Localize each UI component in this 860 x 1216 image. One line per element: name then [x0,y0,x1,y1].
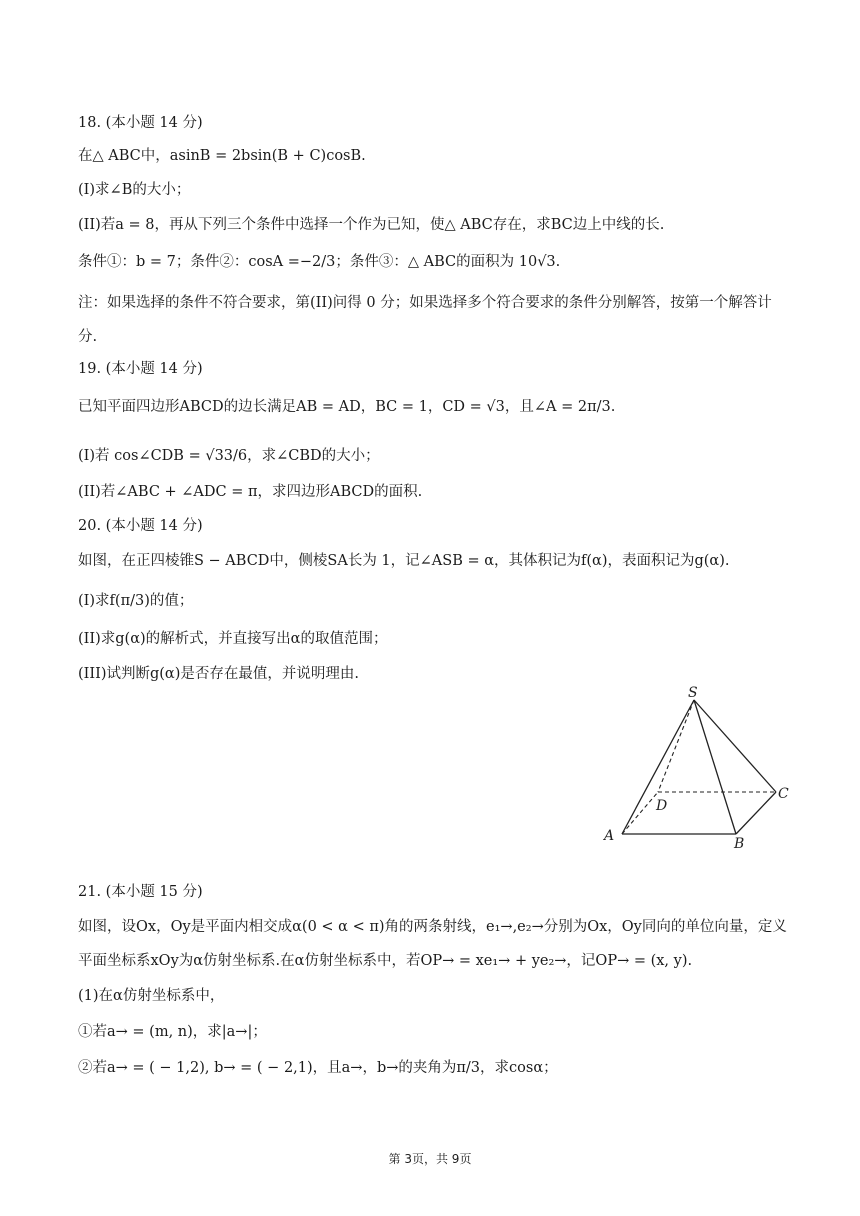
label-A: A [604,828,615,844]
problem-21-item-2: ②若a→ = ( − 1,2), b→ = ( − 2,1)，且a→，b→的夹角为π/3，求cosα； [78,1060,558,1076]
page-footer: 第 3页，共 9页 [388,1152,472,1166]
problem-21-part-1: (1)在α仿射坐标系中， [78,988,225,1004]
problem-20-heading: 20. (本小题 14 分) [78,518,203,534]
label-C: C [778,786,789,802]
label-S: S [688,686,698,701]
problem-20-part-3: (III)试判断g(α)是否存在最值，并说明理由. [78,666,359,682]
problem-18-part-2: (II)若a = 8，再从下列三个条件中选择一个作为已知，使△ ABC存在，求BC边上中线的长. [78,217,665,233]
problem-18-part-1: (I)求∠B的大小； [78,182,191,198]
problem-18-statement: 在△ ABC中，asinB = 2bsin(B + C)cosB. [78,148,366,164]
edge-AD [622,792,658,834]
problem-20-statement: 如图，在正四棱锥S − ABCD中，侧棱SA长为 1，记∠ASB = α，其体积记为f(α)，表面积记为g(α). [78,553,730,569]
problem-19-statement: 已知平面四边形ABCD的边长满足AB = AD，BC = 1，CD = √3，且∠A = 2π/3. [78,399,616,415]
problem-19-heading: 19. (本小题 14 分) [78,361,203,377]
edge-SB [694,700,736,834]
problem-20-part-1: (I)求f(π/3)的值； [78,593,194,609]
edge-BC [736,792,776,834]
edge-SC [694,700,776,792]
problem-20-part-2: (II)求g(α)的解析式，并直接写出α的取值范围； [78,631,388,647]
problem-21-heading: 21. (本小题 15 分) [78,884,203,900]
problem-19-part-1: (I)若 cos∠CDB = √33/6，求∠CBD的大小； [78,448,380,464]
problem-18-note: 注：如果选择的条件不符合要求，第(II)问得 0 分；如果选择多个符合要求的条件分别解答，按第一个解答计分. [78,295,772,345]
problem-21-item-1: ①若a→ = (m, n)，求|a→|； [78,1024,267,1040]
problem-18-conditions: 条件①：b = 7；条件②：cosA =−2/3；条件③：△ ABC的面积为 10√3. [78,254,561,270]
edge-SD [658,700,694,792]
problem-21-statement: 如图，设Ox，Oy是平面内相交成α(0 < α < π)角的两条射线，e₁→,e₂→分别为Ox，Oy同向的单位向量，定义平面坐标系xOy为α仿射坐标系.在α仿射坐标系中，若OP→ = xe₁→ + ye₂→，记OP→ = (x, y). [78,919,787,969]
label-B: B [734,836,745,852]
problem-18-heading: 18. (本小题 14 分) [78,115,203,131]
pyramid-figure [598,686,798,852]
problem-19-part-2: (II)若∠ABC + ∠ADC = π，求四边形ABCD的面积. [78,484,423,500]
label-D: D [656,798,668,814]
